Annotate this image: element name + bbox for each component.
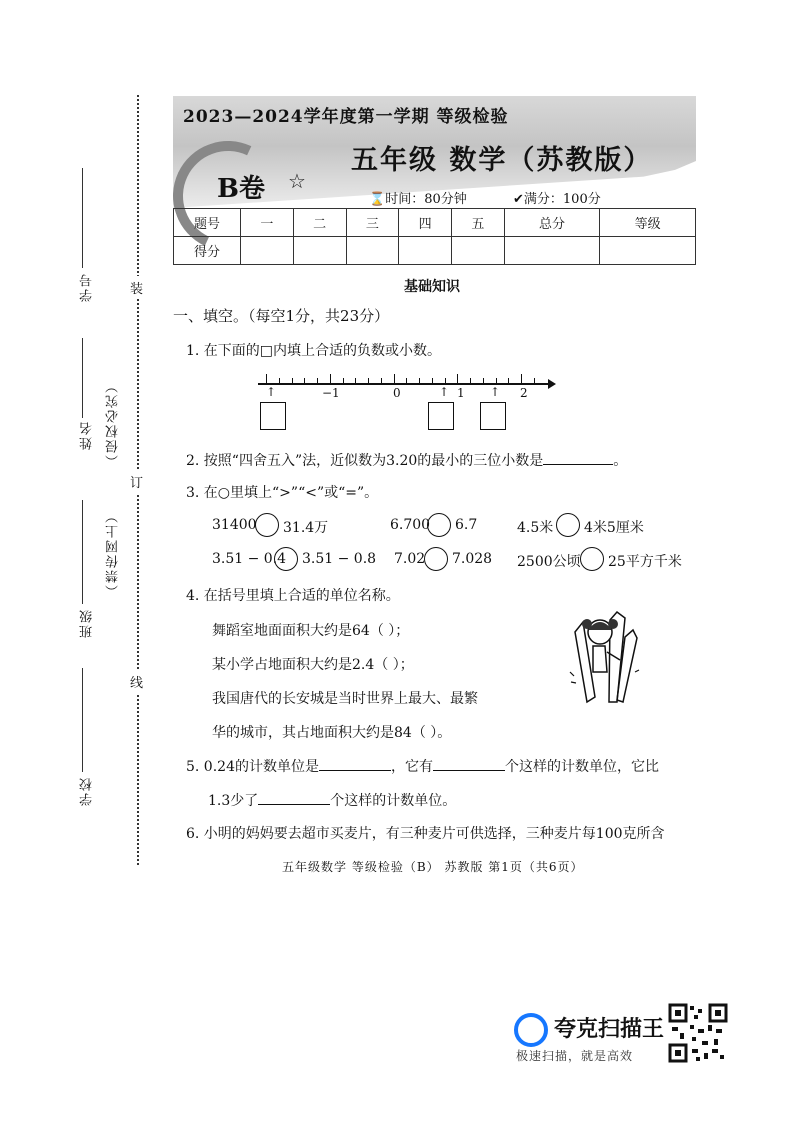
number-line-tick	[343, 378, 344, 384]
cut-label-ding: 订	[130, 470, 143, 493]
question-5-text: ，它有	[390, 759, 433, 775]
question-6: 6. 小明的妈妈要去超市买麦片，有三种麦片可供选择，三种麦片每100克所含	[186, 826, 665, 842]
score-table	[173, 208, 696, 265]
score-header-cell: 一	[241, 209, 294, 237]
up-arrow-icon: ↑	[266, 385, 277, 399]
full-score	[513, 188, 601, 207]
compare-right: 3.51 − 0.8	[302, 551, 377, 567]
score-row-label: 得分	[174, 237, 241, 265]
answer-blank[interactable]	[258, 790, 330, 805]
compare-circle[interactable]	[556, 513, 580, 537]
watermark-slogan: 极速扫描，就是高效	[516, 1049, 634, 1063]
number-line-tick	[534, 378, 535, 384]
score-header-cell: 题号	[174, 209, 241, 237]
number-line-tick	[496, 378, 497, 384]
question-5-text: 1.3少了	[208, 793, 259, 809]
compare-right: 4米5厘米	[584, 520, 644, 536]
number-line-label: 1	[457, 386, 465, 400]
paper-version: B卷	[217, 174, 265, 204]
score-header-cell: 三	[346, 209, 399, 237]
compare-left: 31400	[212, 517, 257, 533]
compare-circle[interactable]	[580, 547, 604, 571]
number-line-tick	[483, 378, 484, 384]
number-line-tick	[457, 374, 458, 384]
number-line-tick	[445, 378, 446, 384]
star-icon: ☆	[288, 169, 306, 193]
number-line-arrow-icon	[548, 379, 556, 389]
question-5-cont	[208, 790, 456, 810]
compare-circle[interactable]	[424, 547, 448, 571]
score-input-cell[interactable]	[399, 237, 452, 265]
class-label: 班级	[80, 608, 95, 638]
quark-scanner-logo-icon	[514, 1013, 548, 1047]
compare-left: 7.02	[394, 551, 426, 567]
number-line-tick	[470, 378, 471, 384]
up-arrow-icon: ↑	[439, 385, 450, 399]
question-4-line: 我国唐代的长安城是当时世界上最大、最繁	[212, 691, 478, 707]
compare-left: 2500公顷	[517, 554, 581, 570]
score-input-cell[interactable]	[600, 237, 696, 265]
student-id-label: 学号	[80, 272, 95, 302]
number-line-tick	[508, 378, 509, 384]
score-header-cell: 四	[399, 209, 452, 237]
score-table-score-row	[174, 237, 696, 265]
number-line-tick	[266, 374, 267, 384]
exam-time-text: 时间：80分钟	[385, 192, 467, 207]
check-circle-icon: ✔	[513, 192, 524, 207]
name-line[interactable]	[82, 338, 83, 418]
score-input-cell[interactable]	[452, 237, 505, 265]
school-label: 学校	[80, 776, 95, 806]
question-3: 3. 在○里填上“>”“<”或“=”。	[186, 485, 379, 501]
question-5-text: 5. 0.24的计数单位是	[186, 759, 319, 775]
class-line[interactable]	[82, 500, 83, 604]
score-header-cell: 二	[293, 209, 346, 237]
question-4-line: 舞蹈室地面面积大约是64（ ）；	[212, 623, 410, 639]
hourglass-icon: ⌛	[369, 192, 386, 207]
score-input-cell[interactable]	[293, 237, 346, 265]
exam-year-term: 2023—2024学年度第一学期 等级检验	[183, 107, 509, 127]
answer-blank[interactable]	[319, 756, 391, 771]
number-line-tick	[368, 378, 369, 384]
question-2	[186, 450, 627, 470]
section-heading: 基础知识	[404, 279, 460, 295]
question-4: 4. 在括号里填上合适的单位名称。	[186, 588, 400, 604]
upload-note: （禁传网上）	[106, 508, 121, 598]
number-line-tick	[419, 378, 420, 384]
score-header-cell: 总分	[504, 209, 600, 237]
answer-box[interactable]	[428, 402, 454, 430]
number-line-tick	[279, 378, 280, 384]
number-line-tick	[292, 378, 293, 384]
question-4-line: 某小学占地面积大约是2.4（ ）；	[212, 657, 414, 673]
number-line	[258, 383, 550, 385]
compare-right: 31.4万	[283, 520, 329, 536]
exam-time	[369, 188, 467, 207]
girl-with-pencils-illustration	[565, 602, 645, 714]
rights-note: （侵权必究）	[106, 378, 121, 468]
number-line-tick	[406, 378, 407, 384]
cut-label-zhuang: 装	[130, 276, 143, 299]
watermark-app-name: 夸克扫描王	[554, 1017, 665, 1042]
number-line-label: 0	[393, 386, 401, 400]
part1-title: 一、填空。（每空1分，共23分）	[173, 307, 390, 325]
qr-code-icon	[668, 1003, 728, 1063]
question-4-line: 华的城市，其占地面积大约是84（ ）。	[212, 725, 452, 741]
score-header-cell: 五	[452, 209, 505, 237]
question-2-text: 2. 按照“四舍五入”法，近似数为3.20的最小的三位小数是	[186, 453, 544, 469]
answer-blank[interactable]	[433, 756, 505, 771]
number-line-tick	[330, 374, 331, 384]
up-arrow-icon: ↑	[490, 385, 501, 399]
compare-left: 4.5米	[517, 520, 554, 536]
number-line-tick	[355, 378, 356, 384]
question-5-text: 个这样的计数单位，它比	[504, 759, 659, 775]
compare-right: 25平方千米	[608, 554, 682, 570]
compare-left: 6.700	[390, 517, 431, 533]
number-line-label: 2	[520, 386, 528, 400]
number-line-tick	[381, 378, 382, 384]
number-line-tick	[521, 374, 522, 384]
exam-header	[173, 96, 696, 208]
score-header-cell: 等级	[600, 209, 696, 237]
compare-left: 3.51 − 0.4	[212, 551, 287, 567]
answer-box[interactable]	[480, 402, 506, 430]
number-line-tick	[432, 378, 433, 384]
cut-label-xian: 线	[130, 670, 143, 693]
number-line-tick	[317, 378, 318, 384]
compare-circle[interactable]	[274, 547, 298, 571]
score-input-cell[interactable]	[346, 237, 399, 265]
question-2-end: 。	[613, 453, 628, 469]
school-line[interactable]	[82, 668, 83, 772]
score-input-cell[interactable]	[504, 237, 600, 265]
question-1: 1. 在下面的□内填上合适的负数或小数。	[186, 343, 442, 359]
number-line-label: −1	[322, 386, 340, 400]
compare-right: 7.028	[452, 551, 493, 567]
page-footer: 五年级数学 等级检验（B） 苏教版 第1页（共6页）	[282, 860, 584, 874]
name-label: 姓名	[80, 420, 95, 450]
score-input-cell[interactable]	[241, 237, 294, 265]
exam-title: 五年级 数学（苏教版）	[351, 145, 653, 176]
answer-blank[interactable]	[543, 450, 613, 465]
number-line-tick	[394, 374, 395, 384]
question-5-text: 个这样的计数单位。	[330, 793, 457, 809]
full-score-text: 满分：100分	[523, 192, 601, 207]
question-5	[186, 756, 659, 776]
score-table-header-row	[174, 209, 696, 237]
compare-circle[interactable]	[427, 513, 451, 537]
compare-right: 6.7	[455, 517, 478, 533]
answer-box[interactable]	[260, 402, 286, 430]
compare-circle[interactable]	[255, 513, 279, 537]
student-id-line[interactable]	[82, 168, 83, 268]
number-line-tick	[304, 378, 305, 384]
